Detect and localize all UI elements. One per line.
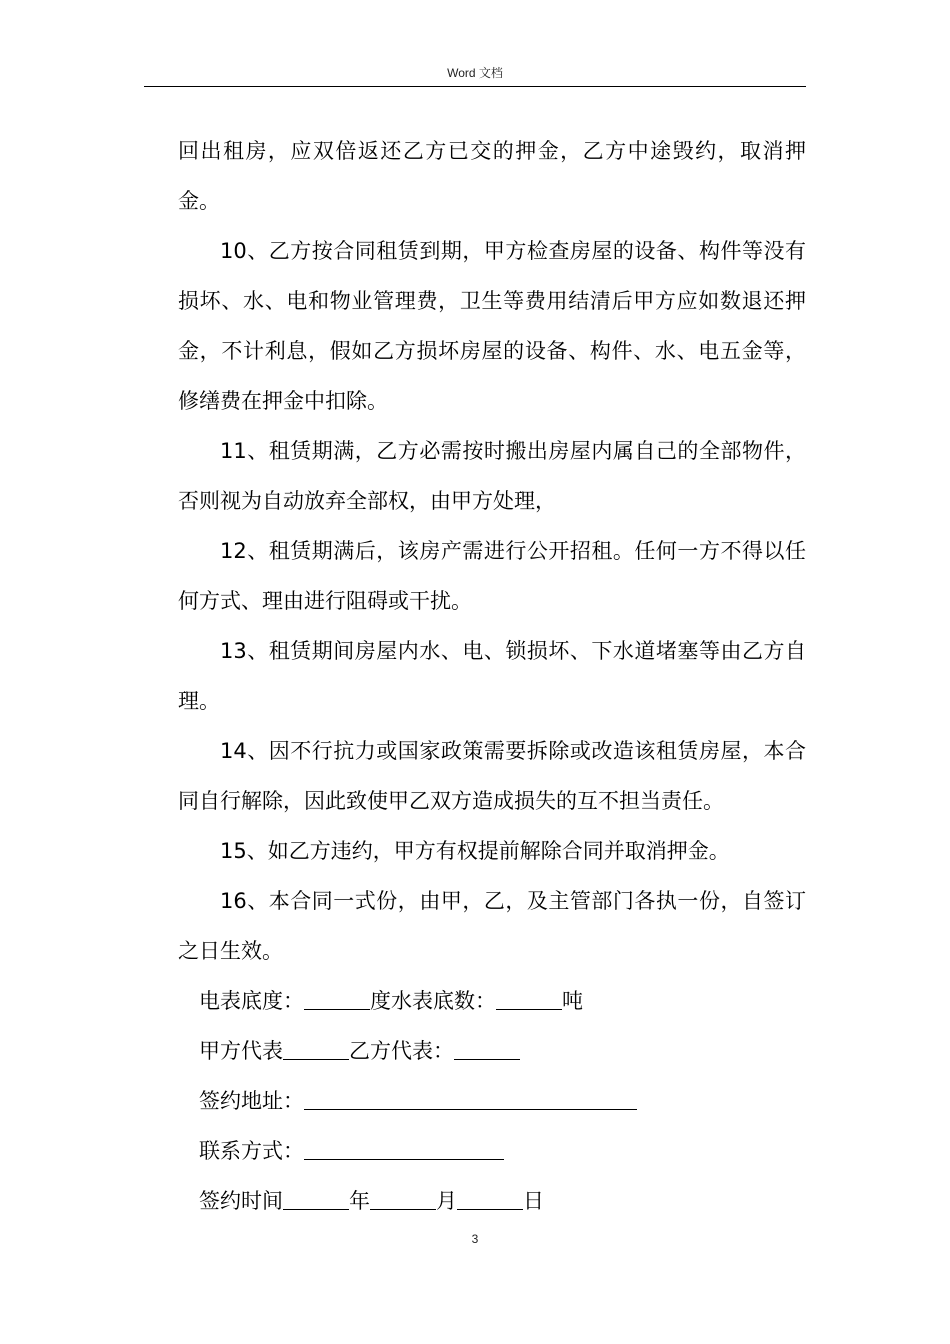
page-number: 3 bbox=[471, 1232, 479, 1246]
contact-label: 联系方式： bbox=[199, 1139, 304, 1163]
meter-unit-label: 度水表底数： bbox=[370, 989, 496, 1013]
electric-meter-blank[interactable] bbox=[304, 987, 370, 1010]
contact-line bbox=[178, 1126, 806, 1176]
day-label: 日 bbox=[523, 1189, 544, 1213]
water-meter-blank[interactable] bbox=[496, 987, 562, 1010]
clause-15: 15、如乙方违约，甲方有权提前解除合同并取消押金。 bbox=[220, 839, 730, 863]
party-b-blank[interactable] bbox=[454, 1037, 520, 1060]
party-b-label: 乙方代表： bbox=[349, 1039, 454, 1063]
paragraph-continuation: 回出租房，应双倍返还乙方已交的押金，乙方中途毁约，取消押金。 bbox=[178, 139, 806, 213]
representatives-line bbox=[178, 1026, 806, 1076]
day-blank[interactable] bbox=[457, 1187, 523, 1210]
month-label: 月 bbox=[436, 1189, 457, 1213]
party-a-blank[interactable] bbox=[283, 1037, 349, 1060]
clause-12: 12、租赁期满后，该房产需进行公开招租。任何一方不得以任何方式、理由进行阻碍或干扰。 bbox=[178, 539, 806, 613]
meter-label: 电表底度： bbox=[199, 989, 304, 1013]
clause-16: 16、本合同一式份，由甲，乙，及主管部门各执一份，自签订之日生效。 bbox=[178, 889, 806, 963]
page-header: Word 文档 bbox=[447, 66, 503, 80]
month-blank[interactable] bbox=[370, 1187, 436, 1210]
year-label: 年 bbox=[349, 1189, 370, 1213]
clause-10: 10、乙方按合同租赁到期，甲方检查房屋的设备、构件等没有损坏、水、电和物业管理费，卫生等费用结清后甲方应如数退还押金，不计利息，假如乙方损坏房屋的设备、构件、水、电五金等，修缮费在押金中扣除。 bbox=[178, 239, 806, 413]
party-a-label: 甲方代表 bbox=[199, 1039, 283, 1063]
document-body bbox=[178, 126, 806, 1226]
date-label: 签约时间 bbox=[199, 1189, 283, 1213]
year-blank[interactable] bbox=[283, 1187, 349, 1210]
clause-14: 14、因不行抗力或国家政策需要拆除或改造该租赁房屋，本合同自行解除，因此致使甲乙双方造成损失的互不担当责任。 bbox=[178, 739, 806, 813]
address-label: 签约地址： bbox=[199, 1089, 304, 1113]
signing-date-line bbox=[178, 1176, 806, 1226]
header-divider bbox=[144, 86, 806, 87]
contact-blank[interactable] bbox=[304, 1137, 504, 1160]
clause-13: 13、租赁期间房屋内水、电、锁损坏、下水道堵塞等由乙方自理。 bbox=[178, 639, 806, 713]
clause-11: 11、租赁期满，乙方必需按时搬出房屋内属自己的全部物件，否则视为自动放弃全部权，由甲方处理， bbox=[178, 439, 806, 513]
address-blank[interactable] bbox=[304, 1087, 637, 1110]
address-line bbox=[178, 1076, 806, 1126]
water-unit-label: 吨 bbox=[562, 989, 583, 1013]
meter-reading-line bbox=[178, 976, 806, 1026]
